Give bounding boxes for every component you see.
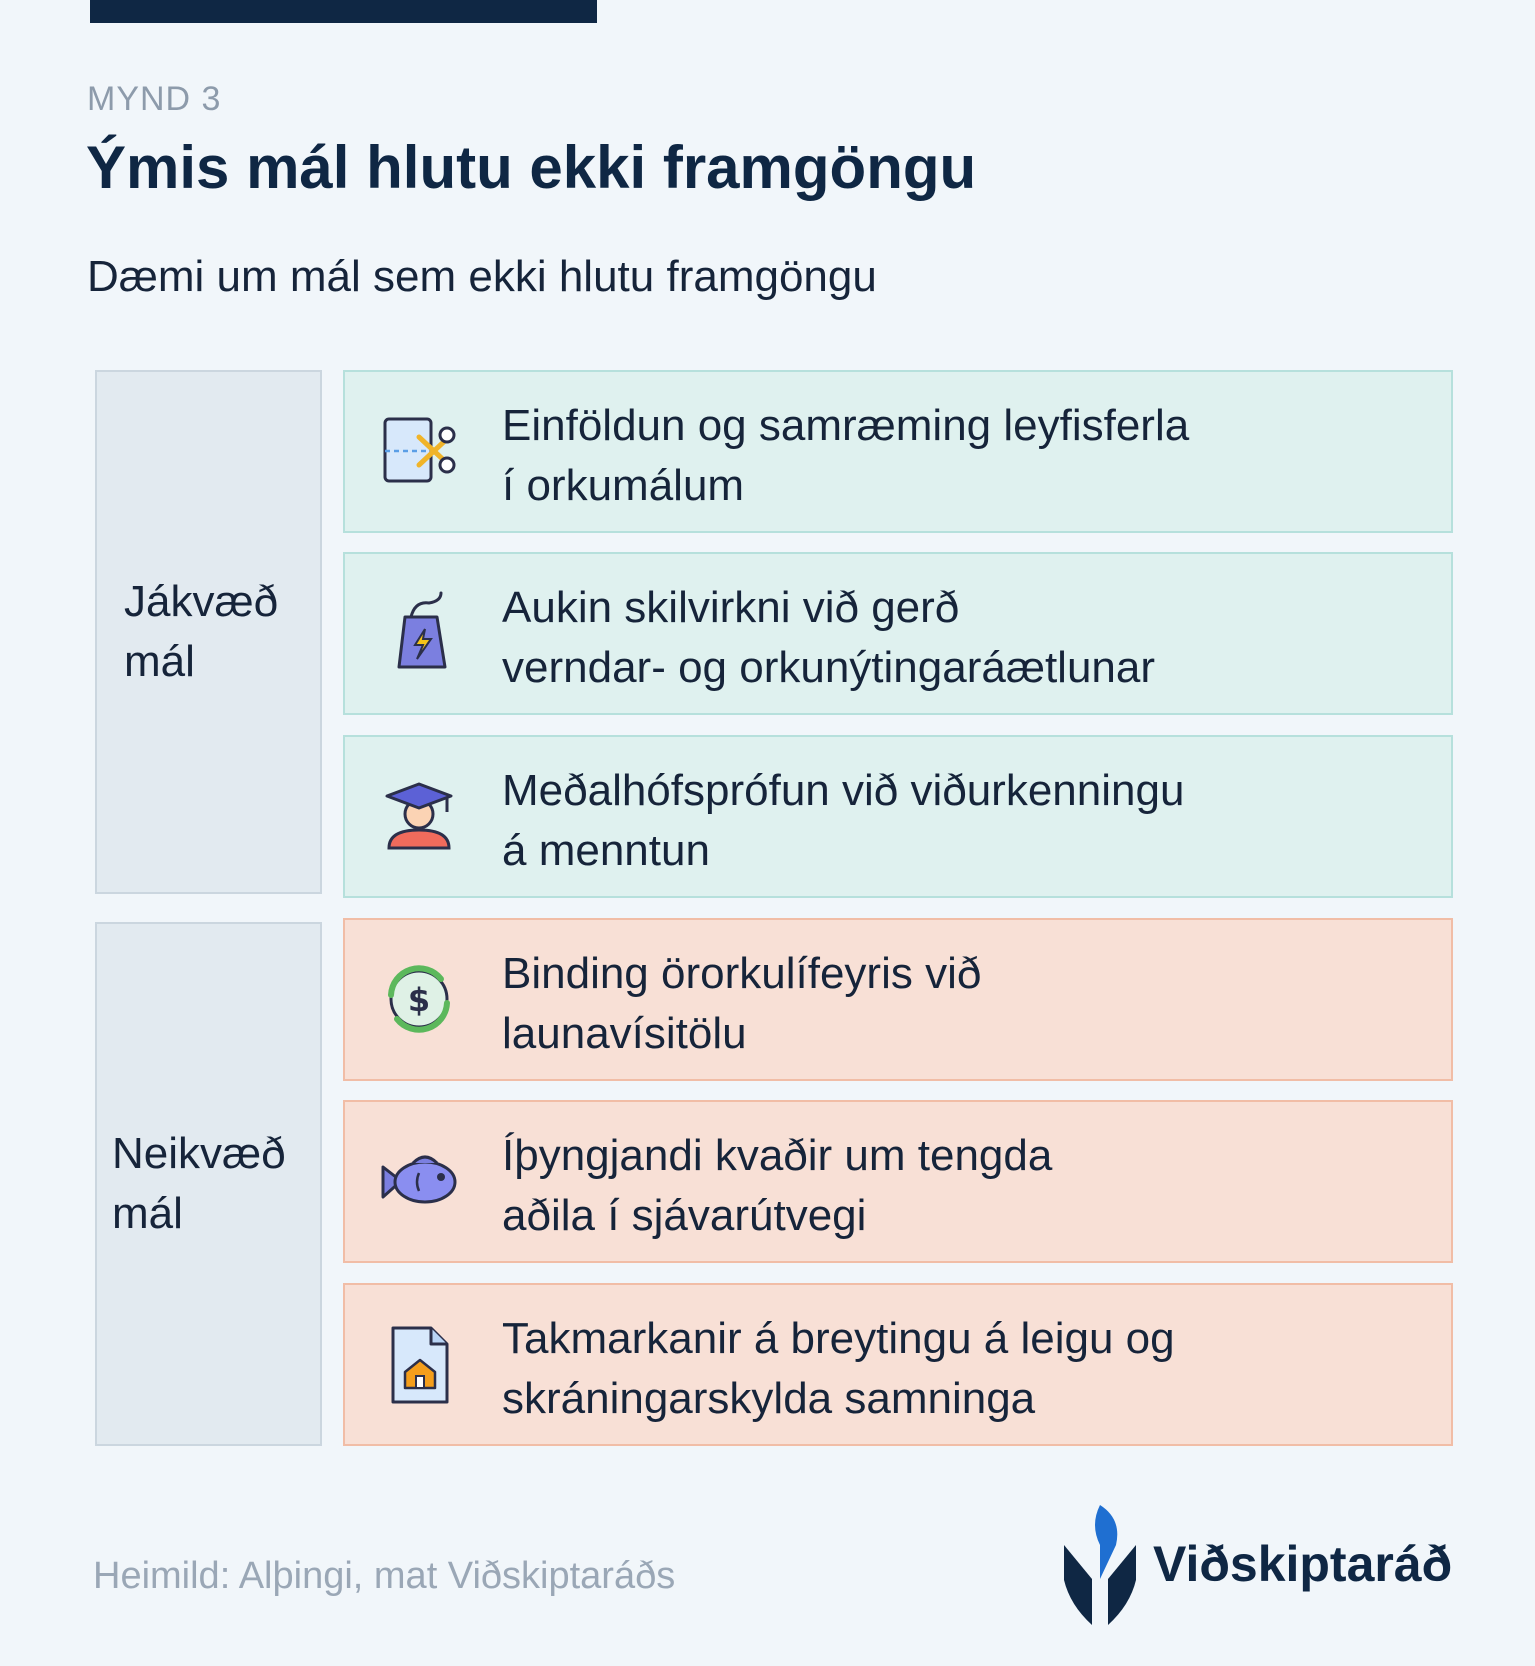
house-document-icon — [375, 1320, 465, 1410]
item-card-fisheries-related-parties — [343, 1100, 1453, 1263]
group-negative-box — [95, 922, 322, 1446]
item-card-permit-simplification — [343, 370, 1453, 533]
graduate-icon — [375, 772, 465, 862]
item-text: Meðalhófsprófun við viðurkenningu á menntun — [502, 766, 1185, 875]
figure-label: MYND 3 — [87, 80, 222, 118]
svg-text:$: $ — [407, 981, 431, 1019]
page-subtitle: Dæmi um mál sem ekki hlutu framgöngu — [87, 252, 877, 301]
item-text: Binding örorkulífeyris við launavísitölu — [502, 949, 982, 1058]
group-negative-label: Neikvæð mál — [112, 1129, 286, 1238]
item-text: Íþyngjandi kvaðir um tengda aðila í sjávarútvegi — [502, 1131, 1053, 1240]
item-text: Takmarkanir á breytingu á leigu og skráningarskylda samninga — [502, 1314, 1175, 1423]
group-positive-box — [95, 370, 322, 894]
top-accent-bar — [90, 0, 597, 23]
fish-icon — [375, 1137, 465, 1227]
document-scissors-icon — [375, 407, 465, 497]
item-card-education-recognition — [343, 735, 1453, 898]
dollar-cycle-icon — [375, 955, 465, 1045]
item-text: Einföldun og samræming leyfisferla í orkumálum — [502, 401, 1190, 510]
brand-logo — [1060, 1495, 1453, 1630]
item-card-conservation-plan — [343, 552, 1453, 715]
logo-mark-icon — [1060, 1495, 1140, 1630]
item-card-rental-restrictions — [343, 1283, 1453, 1446]
page-title: Ýmis mál hlutu ekki framgöngu — [86, 134, 977, 201]
logo-text: Viðskiptaráð — [1153, 1536, 1453, 1592]
item-card-disability-pension — [343, 918, 1453, 1081]
item-text: Aukin skilvirkni við gerð verndar- og orkunýtingaráætlunar — [502, 583, 1156, 692]
power-plant-icon — [375, 589, 465, 679]
source-note: Heimild: Alþingi, mat Viðskiptaráðs — [93, 1555, 676, 1597]
group-positive-label: Jákvæð mál — [124, 577, 279, 686]
